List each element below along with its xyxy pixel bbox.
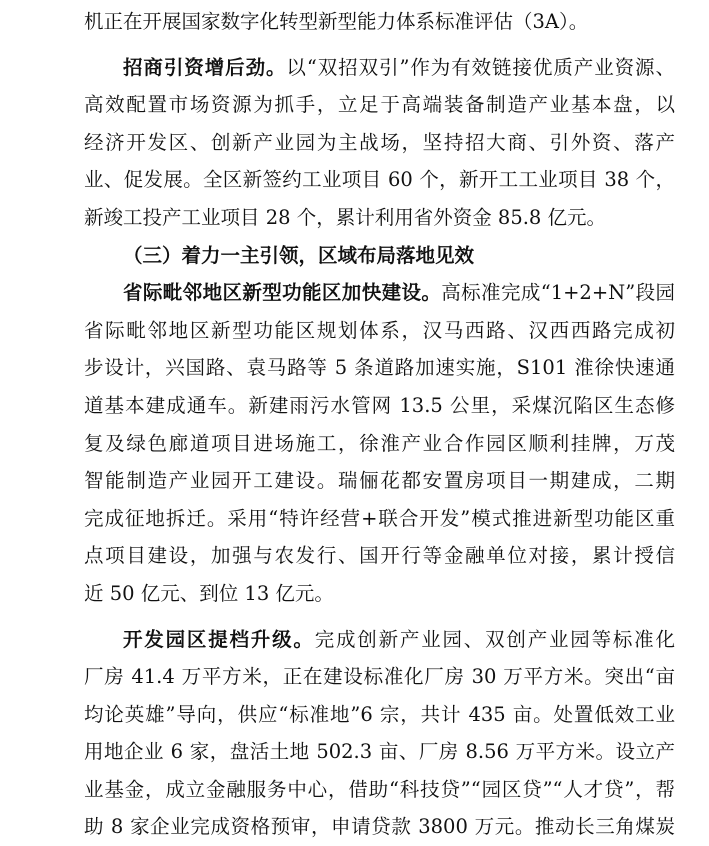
paragraph-function-zone-line-5: 复及绿色廊道项目进场施工，徐淮产业合作园区顺利挂牌，万茂	[84, 431, 675, 455]
paragraph-function-zone-line-1	[84, 274, 675, 312]
paragraph-investment-line-1	[84, 49, 675, 87]
document-page	[0, 3, 709, 839]
paragraph-function-zone-text: 高标准完成“1+2+N”段园	[441, 281, 675, 305]
paragraph-investment-line-2: 高效配置市场资源为抓手，立足于高端装备制造产业基本盘，以	[84, 93, 675, 117]
paragraph-function-zone-line-9: 近 50 亿元、到位 13 亿元。	[84, 581, 334, 605]
paragraph-park-text: 完成创新产业园、双创产业园等标准化	[314, 627, 675, 651]
paragraph-investment-line-4: 业、促发展。全区新签约工业项目 60 个，新开工工业项目 38 个，	[84, 168, 675, 192]
paragraph-park-lead: 开发园区提档升级。	[123, 627, 315, 651]
paragraph-investment-line-5: 新竣工投产工业项目 28 个，累计利用省外资金 85.8 亿元。	[84, 205, 607, 229]
paragraph-park-line-2: 厂房 41.4 万平方米，正在建设标准化厂房 30 万平方米。突出“亩	[84, 665, 675, 689]
paragraph-function-zone-lead: 省际毗邻地区新型功能区加快建设。	[123, 281, 442, 305]
paragraph-function-zone-line-8: 点项目建设，加强与农发行、国开行等金融单位对接，累计授信	[84, 544, 675, 568]
paragraph-investment-line-3: 经济开发区、创新产业园为主战场，坚持招大商、引外资、落产	[84, 130, 675, 154]
paragraph-park-line-3: 均论英雄”导向，供应“标准地”6 宗，共计 435 亩。处置低效工业	[84, 702, 675, 726]
section-heading: （三）着力一主引领，区域布局落地见效	[123, 243, 475, 267]
paragraph-function-zone-line-6: 智能制造产业园开工建设。瑞俪花都安置房项目一期建成，二期	[84, 469, 675, 493]
paragraph-function-zone-line-2: 省际毗邻地区新型功能区规划体系，汉马西路、汉西西路完成初	[84, 318, 675, 342]
paragraph-park-line-4: 用地企业 6 家，盘活土地 502.3 亩、厂房 8.56 万平方米。设立产	[84, 740, 675, 764]
paragraph-continuation: 机正在开展国家数字化转型新型能力体系标准评估（3A）。	[84, 10, 589, 33]
paragraph-park-line-1	[84, 621, 675, 659]
paragraph-function-zone-line-7: 完成征地拆迁。采用“特许经营+联合开发”模式推进新型功能区重	[84, 506, 675, 530]
paragraph-park-line-5: 业基金，成立金融服务中心，借助“科技贷”“园区贷”“人才贷”，帮	[84, 777, 675, 801]
paragraph-park-line-6: 助 8 家企业完成资格预审，申请贷款 3800 万元。推动长三角煤炭	[84, 815, 675, 839]
paragraph-function-zone-line-3: 步设计，兴国路、袁马路等 5 条道路加速实施，S101 淮徐快速通	[84, 356, 675, 380]
paragraph-function-zone-line-4: 道基本建成通车。新建雨污水管网 13.5 公里，采煤沉陷区生态修	[84, 393, 675, 417]
paragraph-investment-lead: 招商引资增后劲。	[123, 55, 287, 79]
paragraph-investment-text: 以“双招双引”作为有效链接优质产业资源、	[286, 55, 675, 79]
